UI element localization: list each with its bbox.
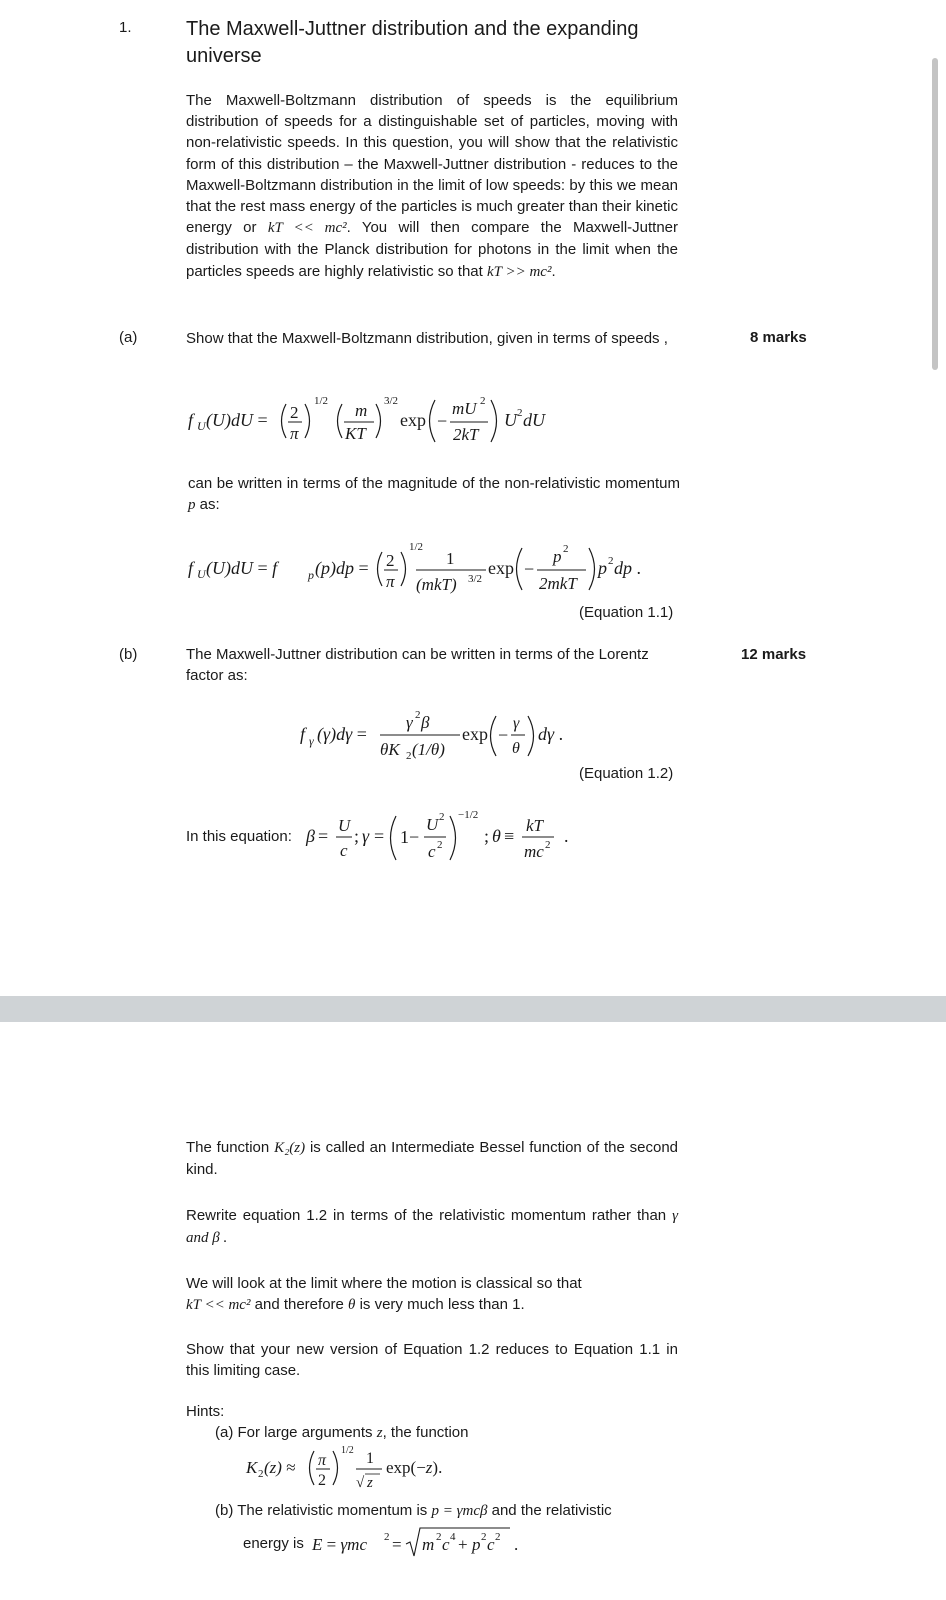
svg-text:θ: θ (492, 826, 501, 846)
svg-text:(z) ≈: (z) ≈ (264, 1458, 296, 1477)
hint-a-var: z (376, 1425, 383, 1441)
svg-text:p: p (308, 568, 314, 582)
rewrite-pre: Rewrite equation 1.2 in terms of the relativistic momentum rather than (186, 1207, 667, 1224)
bessel-math: K₂(z) (274, 1140, 306, 1156)
svg-text:2: 2 (439, 811, 445, 823)
svg-text:U: U (197, 419, 206, 433)
svg-text:−: − (498, 725, 509, 745)
svg-text:−: − (437, 411, 448, 431)
equation-mb-speed (186, 390, 566, 452)
svg-text:exp: exp (462, 724, 488, 744)
equation-bessel-asymptotic (244, 1443, 484, 1495)
part-a-text-2-post: as: (199, 496, 220, 514)
limit-math: kT << mc² (186, 1297, 251, 1314)
svg-text:(U)dU = f: (U)dU = f (206, 558, 278, 578)
svg-text:=: = (374, 826, 385, 846)
svg-text:π: π (290, 424, 299, 443)
question-number: 1. (119, 19, 132, 36)
svg-text:m: m (355, 401, 368, 420)
hint-a-post: , the function (382, 1424, 469, 1441)
svg-text:2: 2 (608, 555, 614, 567)
svg-text:(γ)dγ =: (γ)dγ = (317, 724, 367, 744)
hint-b-math: p = γmcβ (431, 1503, 488, 1519)
hint-b-pre: (b) The relativistic momentum is (215, 1502, 428, 1519)
hints-title: Hints: (186, 1403, 225, 1420)
svg-text:2: 2 (386, 551, 395, 570)
svg-text:3/2: 3/2 (468, 573, 483, 585)
svg-text:(1/θ): (1/θ) (412, 740, 445, 759)
hint-a-pre: (a) For large arguments (215, 1424, 373, 1441)
limit-paragraph (186, 1273, 678, 1316)
svg-text:3/2: 3/2 (384, 395, 399, 407)
svg-text:2: 2 (437, 839, 443, 851)
question-title: The Maxwell-Juttner distribution and the expanding universe (186, 18, 639, 67)
svg-text:dp .: dp . (614, 558, 641, 578)
rewrite-paragraph (186, 1205, 678, 1249)
svg-text:2: 2 (481, 1531, 487, 1543)
svg-text:p: p (553, 547, 562, 566)
show-paragraph: Show that your new version of Equation 1.2 reduces to Equation 1.1 in this limiting case. (186, 1341, 678, 1380)
intro-paragraph (186, 90, 678, 283)
svg-text:2: 2 (563, 543, 569, 555)
svg-text:2: 2 (436, 1531, 442, 1543)
part-a-marks: 8 marks (750, 329, 807, 346)
svg-text:2: 2 (517, 407, 523, 419)
svg-text:γ: γ (309, 734, 314, 748)
svg-text:2: 2 (258, 1468, 264, 1480)
svg-text:E = γmc: E = γmc (312, 1535, 368, 1554)
svg-text:+: + (458, 1535, 468, 1554)
svg-text:2: 2 (290, 403, 299, 422)
svg-text:2: 2 (545, 839, 551, 851)
svg-text:γ: γ (513, 715, 520, 732)
svg-text:β: β (421, 713, 430, 732)
svg-text:=: = (318, 826, 329, 846)
svg-text:2: 2 (415, 709, 421, 721)
svg-text:θK: θK (380, 740, 400, 759)
svg-text:U: U (504, 410, 517, 430)
svg-text:exp(−z).: exp(−z). (386, 1458, 443, 1477)
part-a-label: (a) (119, 329, 138, 346)
svg-text:f: f (300, 724, 306, 744)
svg-text:θ: θ (512, 740, 520, 757)
svg-text:z: z (367, 1475, 373, 1491)
svg-text:1/2: 1/2 (341, 1445, 354, 1456)
svg-text:U: U (338, 816, 351, 835)
part-b-marks: 12 marks (741, 646, 807, 663)
svg-text:.: . (514, 1535, 519, 1554)
svg-text:π: π (318, 1452, 327, 1469)
svg-text:1/2: 1/2 (409, 541, 424, 553)
bessel-pre: The function (186, 1139, 270, 1156)
part-a-text-2-pre: can be written in terms of the magnitude of the non-relativistic momentum (188, 475, 680, 492)
part-b-label: (b) (119, 646, 138, 663)
page-separator (0, 996, 946, 1022)
hint-b-energy-label: energy is (243, 1535, 304, 1552)
svg-text:−1/2: −1/2 (458, 809, 479, 821)
in-this-equation-label: In this equation: (186, 828, 292, 845)
momentum-var: p (188, 497, 196, 514)
svg-text:c: c (487, 1535, 495, 1554)
limit-theta: θ (348, 1297, 356, 1314)
svg-text:f: f (188, 410, 194, 430)
part-b-text: The Maxwell-Juttner distribution can be written in terms of the Lorentz factor as: (186, 646, 649, 685)
equation-mj-gamma (298, 706, 588, 768)
svg-text:p: p (598, 558, 607, 578)
equation-energy (310, 1522, 530, 1562)
svg-text:m: m (422, 1535, 435, 1554)
svg-text:2: 2 (318, 1472, 326, 1489)
svg-text:2: 2 (480, 395, 486, 407)
svg-text:√: √ (356, 1475, 365, 1491)
svg-text:(mkT): (mkT) (416, 575, 457, 594)
equation-definitions (304, 806, 604, 870)
hint-a (215, 1424, 468, 1442)
svg-text:2: 2 (384, 1531, 390, 1543)
intro-end: . (551, 262, 556, 280)
svg-text:kT: kT (526, 816, 543, 835)
svg-text:;: ; (484, 826, 490, 846)
svg-text:π: π (386, 572, 395, 591)
svg-text:c: c (442, 1535, 450, 1554)
part-a-text: Show that the Maxwell-Boltzmann distribution, given in terms of speeds , (186, 330, 668, 347)
svg-text:f: f (188, 558, 194, 578)
limit-mid: and therefore (254, 1296, 344, 1314)
equation-mb-momentum (186, 538, 666, 602)
svg-text:2: 2 (495, 1531, 501, 1543)
svg-text:.: . (564, 826, 569, 846)
svg-text:1: 1 (366, 1450, 374, 1467)
hint-b (215, 1502, 612, 1520)
svg-text:(U)dU =: (U)dU = (206, 410, 268, 430)
svg-text:exp: exp (400, 410, 426, 430)
equation-1-2-ref: (Equation 1.2) (579, 765, 674, 782)
hint-b-mid: and the relativistic (491, 1502, 612, 1519)
svg-text:1: 1 (446, 549, 455, 568)
svg-text:;: ; (354, 826, 360, 846)
svg-text:p: p (472, 1535, 481, 1554)
svg-text:K: K (246, 1458, 258, 1477)
svg-text:KT: KT (345, 424, 366, 443)
intro-math-2: kT >> mc² (486, 263, 552, 280)
svg-text:=: = (392, 1535, 402, 1554)
bessel-paragraph (186, 1137, 678, 1180)
svg-text:−: − (524, 559, 535, 579)
svg-text:exp: exp (488, 558, 514, 578)
rewrite-math: γ and β . (186, 1208, 678, 1247)
svg-text:≡: ≡ (504, 826, 515, 846)
svg-text:2mkT: 2mkT (539, 574, 577, 593)
limit-line-1: We will look at the limit where the motion is classical so that (186, 1275, 582, 1292)
svg-text:(p)dp =: (p)dp = (315, 558, 369, 578)
svg-text:1−: 1− (400, 827, 420, 847)
svg-text:U: U (426, 815, 439, 834)
svg-text:c: c (428, 842, 436, 861)
intro-text-2: . You will then compare the Maxwell-Juttner distribution with the Planck distribution for photons in the limit when the particles speeds are highly relativistic so that (186, 219, 679, 280)
svg-text:4: 4 (450, 1531, 456, 1543)
svg-text:U: U (197, 567, 206, 581)
bessel-post: is called an Intermediate Bessel function of the second kind. (186, 1139, 679, 1179)
svg-text:c: c (340, 841, 348, 860)
limit-post: is very much less than 1. (359, 1296, 525, 1314)
scrollbar-thumb[interactable] (932, 58, 938, 370)
svg-text:γ: γ (406, 713, 413, 732)
intro-math-1: kT << mc² (267, 220, 347, 237)
equation-1-1-ref: (Equation 1.1) (579, 604, 674, 621)
svg-text:mc: mc (524, 842, 544, 861)
svg-text:2: 2 (406, 750, 412, 762)
part-a-text-2 (188, 473, 680, 516)
svg-text:γ: γ (362, 826, 370, 846)
svg-text:β: β (306, 826, 315, 846)
svg-text:dγ .: dγ . (538, 724, 564, 744)
svg-text:mU: mU (452, 399, 477, 418)
svg-text:dU: dU (523, 410, 545, 430)
svg-text:1/2: 1/2 (314, 395, 329, 407)
svg-text:2kT: 2kT (453, 425, 479, 444)
intro-text-1: The Maxwell-Boltzmann distribution of speeds is the equilibrium distribution of speeds for a distinguishable set of particles, moving with non-relativistic speeds. In this question, you will show that the relativistic form of this distribution – the Maxwell-Juttner distribution - reduces to the Maxwell-Boltzmann distribution in the limit of low speeds: by this we mean that the rest mass energy of the particles is much greater than their kinetic energy or (186, 92, 678, 237)
